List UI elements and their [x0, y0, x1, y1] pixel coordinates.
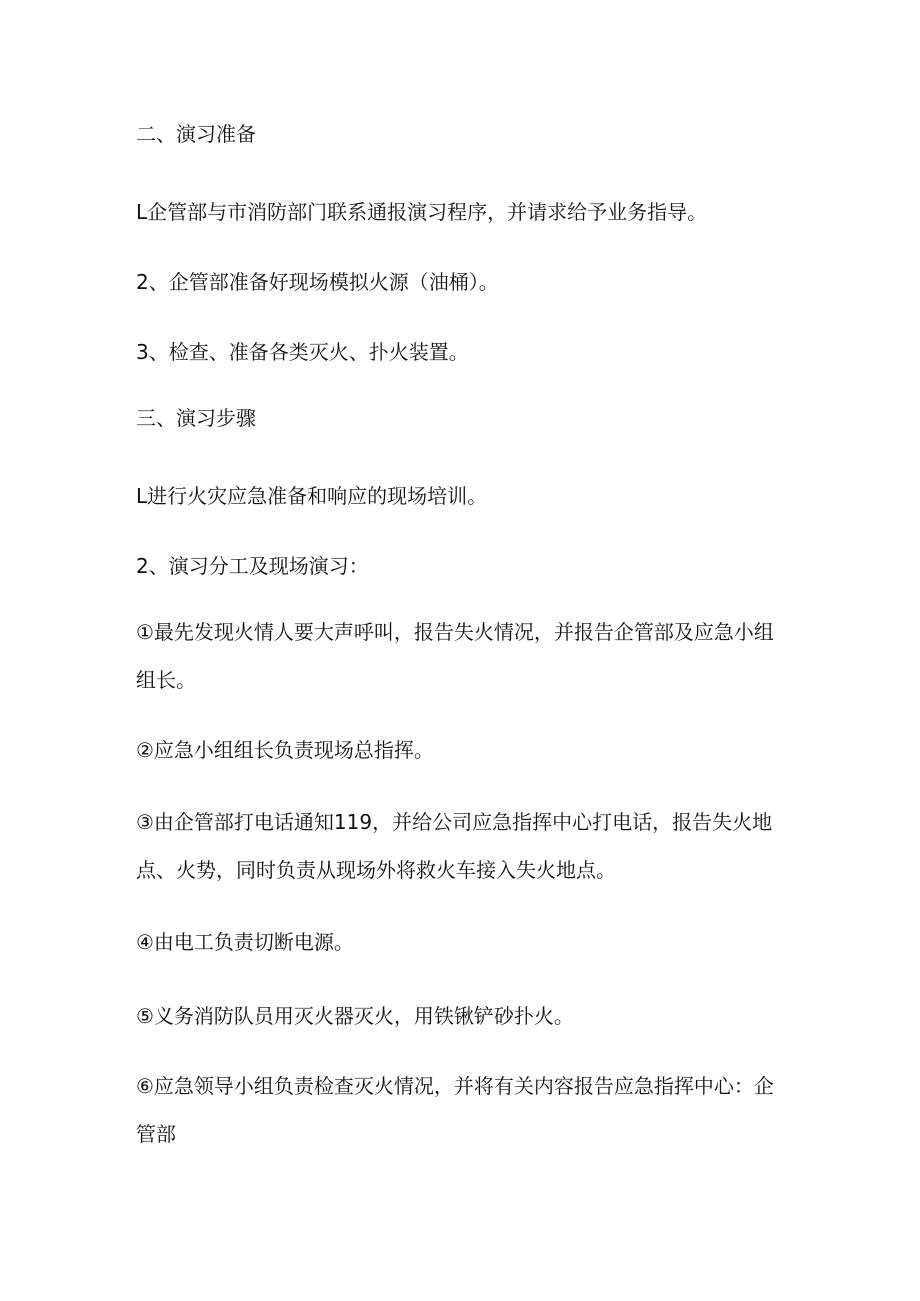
step-4: ④由电工负责切断电源。 — [136, 930, 354, 954]
steps-item-2: 2、演习分工及现场演习： — [136, 554, 369, 578]
preparation-item-2: 2、企管部准备好现场模拟火源（油桶）。 — [136, 270, 499, 294]
step-6-line-2: 管部 — [136, 1122, 176, 1146]
section-heading-preparation: 二、演习准备 — [136, 122, 256, 146]
step-6-line-1: ⑥应急领导小组负责检查灭火情况，并将有关内容报告应急指挥中心：企 — [136, 1074, 774, 1098]
section-heading-steps: 三、演习步骤 — [136, 406, 256, 430]
step-1-line-2: 组长。 — [136, 668, 196, 692]
step-3-line-1: ③由企管部打电话通知119，并给公司应急指挥中心打电话，报告失火地 — [136, 810, 773, 834]
step-5: ⑤义务消防队员用灭火器灭火，用铁锹铲砂扑火。 — [136, 1004, 574, 1028]
preparation-item-3: 3、检查、准备各类灭火、扑火装置。 — [136, 340, 469, 364]
preparation-item-1: L企管部与市消防部门联系通报演习程序，并请求给予业务指导。 — [136, 200, 708, 224]
steps-item-1: L进行火灾应急准备和响应的现场培训。 — [136, 484, 488, 508]
step-3-line-2: 点、火势，同时负责从现场外将救火车接入失火地点。 — [136, 858, 616, 882]
step-1-line-1: ①最先发现火情人要大声呼叫，报告失火情况，并报告企管部及应急小组 — [136, 620, 774, 644]
step-2: ②应急小组组长负责现场总指挥。 — [136, 738, 434, 762]
